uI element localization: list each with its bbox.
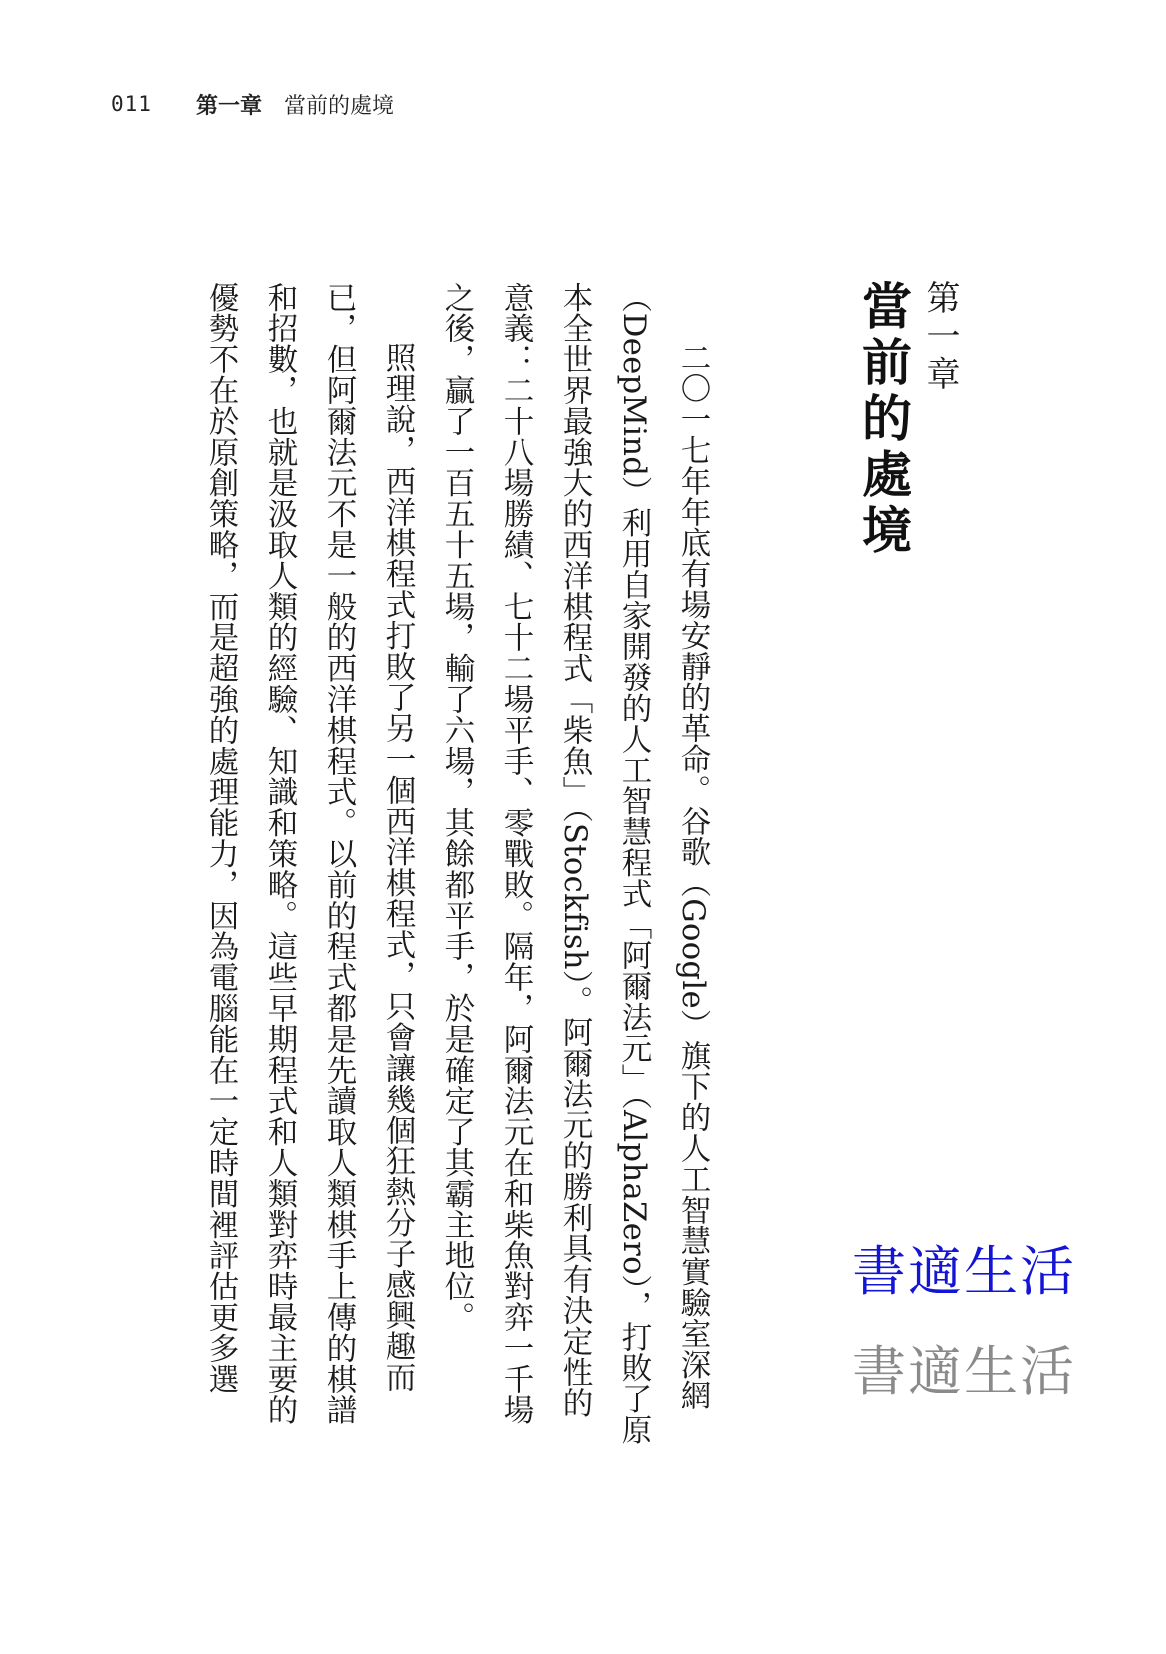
header-chapter-label: 第一章 [195, 93, 262, 119]
body-line-8: 和招數，也就是汲取人類的經驗、知識和策略。這些早期程式和人類對弈時最主要的 [262, 282, 297, 1426]
body-line-5: 之後，贏了一百五十五場，輸了六場，其餘都平手，於是確定了其霸主地位。 [439, 282, 474, 1333]
header-chapter-title: 當前的處境 [283, 93, 394, 119]
body-line-9: 優勢不在於原創策略，而是超強的處理能力，因為電腦能在一定時間裡評估更多選 [203, 282, 238, 1395]
chapter-number: 第一章 [920, 280, 960, 394]
body-line-4: 意義：二十八場勝績、七十二場平手、零戰敗。隔年，阿爾法元在和柴魚對弈一千場 [498, 282, 533, 1426]
page-number: 011 [111, 92, 152, 116]
body-line-3: 本全世界最強大的西洋棋程式「柴魚」（Stockfish）。阿爾法元的勝利具有決定性的 [557, 282, 592, 1419]
chapter-heading: 當前的處境 [854, 280, 913, 560]
body-text [192, 282, 722, 1452]
body-line-2: （DeepMind）利用自家開發的人工智慧程式「阿爾法元」（AlphaZero），打敗了原 [616, 282, 651, 1446]
watermark-gray: 書適生活 [852, 1340, 1076, 1403]
body-line-1: 二〇一七年年底有場安靜的革命。谷歌（Google）旗下的人工智慧實驗室深網 [675, 342, 710, 1411]
body-line-6: 照理說，西洋棋程式打敗了另一個西洋棋程式，只會讓幾個狂熱分子感興趣而 [380, 342, 415, 1393]
running-header [111, 86, 394, 122]
body-line-7: 已，但阿爾法元不是一般的西洋棋程式。以前的程式都是先讀取人類棋手上傳的棋譜 [321, 282, 356, 1426]
watermark-blue: 書適生活 [852, 1240, 1076, 1303]
